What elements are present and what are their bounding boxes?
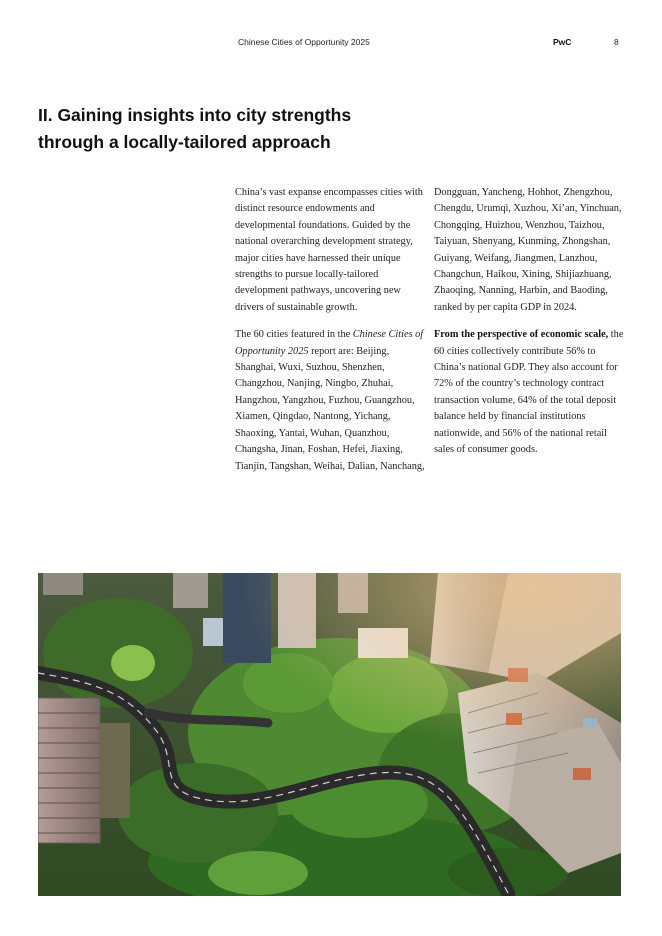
section-heading-line-2: through a locally-tailored approach (38, 132, 331, 152)
page-number: 8 (614, 37, 619, 47)
section-heading (38, 102, 418, 156)
body-column-left (235, 185, 425, 486)
cities-intro-text: The 60 cities featured in the (235, 329, 353, 341)
economic-scale-text: the 60 cities collectively contribute 56% to China’s national GDP. They also account for 72% of the country’s technology contract transaction volume, 64% of the total deposit balance held by financial institutions nationwide, and 56% of the national retail sales of consumer goods. (434, 329, 624, 456)
aerial-city-photo (38, 573, 621, 896)
brand-name: PwC (553, 37, 572, 47)
sunlight-glow (38, 573, 621, 896)
body-column-right (434, 185, 626, 470)
economic-scale-paragraph (434, 327, 626, 458)
cities-list-continued-paragraph: Dongguan, Yancheng, Hohhot, Zhengzhou, Chengdu, Urumqi, Xuzhou, Xi’an, Yinchuan, Chongqing, Huizhou, Wenzhou, Taizhou, Taiyuan, Shenyang, Kunming, Zhongshan, Guiyang, Weifang, Jiangmen, Lanzhou, Changchun, Haikou, Xining, Shijiazhuang, Zhaoqing, Nanning, Harbin, and Baoding, ranked by per capita GDP in 2024. (434, 187, 622, 313)
report-title: Chinese Cities of Opportunity 2025 (235, 329, 424, 357)
running-header-title: Chinese Cities of Opportunity 2025 (238, 37, 370, 47)
cities-list-paragraph (235, 327, 425, 475)
intro-paragraph: China’s vast expanse encompasses cities with distinct resource endowments and developmental foundations. Guided by the national overarching development strategy, major cities have harnessed their unique strengths to pursue locally-tailored development pathways, uncovering new drivers of sustainable growth. (235, 187, 423, 313)
economic-scale-lead: From the perspective of economic scale, (434, 329, 609, 341)
section-heading-line-1: II. Gaining insights into city strengths (38, 105, 352, 125)
cities-list-text: report are: Beijing, Shanghai, Wuxi, Suzhou, Shenzhen, Changzhou, Nanjing, Ningbo, Zhuhai, Hangzhou, Yangzhou, Fuzhou, Guangzhou, Xiamen, Qingdao, Nantong, Yichang, Shaoxing, Yantai, Wuhan, Quanzhou, Changsha, Jinan, Foshan, Hefei, Jiaxing, Tianjin, Tangshan, Weihai, Dalian, Nanchang, (235, 345, 425, 472)
